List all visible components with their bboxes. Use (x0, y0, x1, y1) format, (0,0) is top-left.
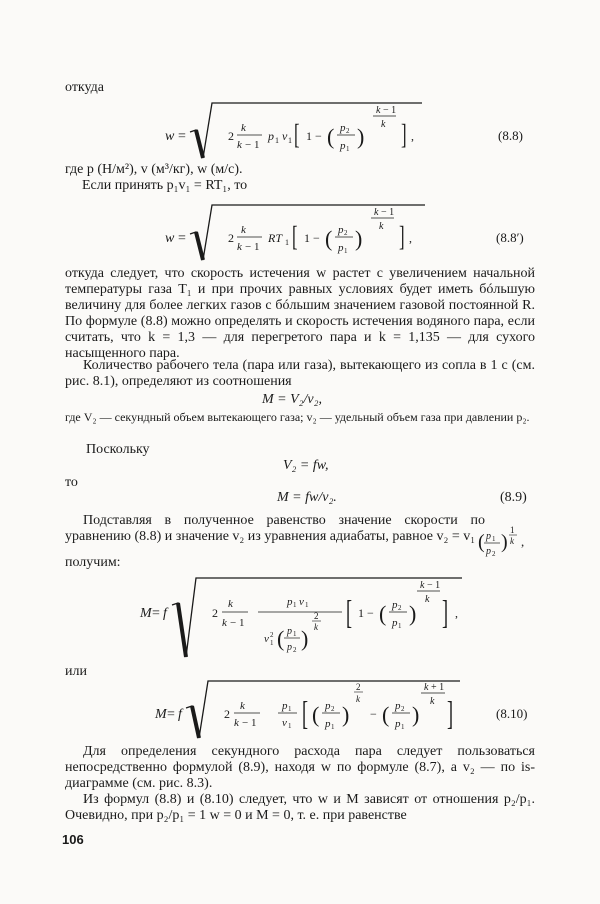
svg-text:k: k (241, 122, 246, 134)
svg-text:(: ( (382, 702, 390, 727)
svg-text:k: k (424, 682, 429, 693)
svg-text:=: = (152, 606, 160, 621)
svg-text:k: k (237, 241, 242, 253)
equation-8-10-svg (0, 678, 600, 742)
svg-text:,: , (455, 606, 458, 620)
svg-text:− 1: − 1 (245, 139, 260, 151)
svg-text:p: p (340, 122, 346, 134)
svg-text:): ) (342, 702, 350, 727)
svg-text:=: = (178, 231, 186, 246)
svg-text:k: k (374, 207, 379, 218)
svg-text:M: M (155, 707, 167, 722)
svg-text:p: p (392, 617, 398, 629)
svg-text:v: v (264, 633, 269, 645)
svg-text:]: ] (401, 119, 407, 151)
svg-text:+ 1: + 1 (431, 682, 445, 693)
svg-text:): ) (357, 124, 365, 149)
svg-text:p: p (268, 129, 274, 143)
svg-text:k: k (240, 700, 245, 712)
eq-v2-fw: V₂ = fw, (283, 458, 329, 473)
eq-m-fw: M = fw/v₂. (277, 490, 337, 505)
equation-8-8-prime-svg (0, 200, 600, 264)
svg-text:=: = (178, 129, 186, 144)
svg-text:]: ] (447, 694, 454, 732)
svg-text:f: f (163, 606, 167, 621)
tag-8-9: (8.9) (500, 490, 527, 505)
svg-text:2: 2 (344, 229, 348, 237)
svg-text:2: 2 (492, 550, 496, 558)
svg-text:2: 2 (398, 604, 402, 612)
svg-text:v: v (282, 129, 288, 143)
svg-text:2: 2 (331, 705, 335, 713)
svg-text:1: 1 (293, 601, 297, 609)
svg-text:k: k (510, 536, 514, 546)
svg-text:p: p (287, 596, 293, 608)
svg-text:p: p (486, 531, 491, 542)
equation-8-8 (0, 100, 600, 162)
svg-text:1: 1 (275, 136, 279, 145)
svg-text:k: k (381, 119, 386, 130)
svg-text:): ) (301, 626, 309, 651)
svg-text:p: p (287, 626, 292, 637)
svg-text:− 1: − 1 (230, 617, 245, 629)
svg-text:1: 1 (288, 722, 292, 730)
svg-text:1: 1 (344, 247, 348, 255)
text-poluchim: получим: (65, 555, 121, 570)
equation-m-long-svg (0, 575, 600, 665)
text-otkuda-1: откуда (65, 80, 104, 95)
svg-text:2: 2 (228, 129, 234, 143)
svg-text:1 −: 1 − (306, 129, 322, 143)
svg-text:2: 2 (314, 611, 319, 621)
svg-text:1: 1 (331, 723, 335, 731)
svg-text:): ) (412, 702, 420, 727)
svg-text:=: = (167, 707, 175, 722)
svg-text:1: 1 (288, 705, 292, 713)
svg-text:(: ( (379, 601, 387, 626)
svg-text:p: p (287, 642, 292, 653)
svg-text:1 −: 1 − (304, 231, 320, 245)
svg-text:−: − (370, 707, 377, 721)
text-if-accept: Если принять p₁v₁ = RT₁, то (82, 178, 248, 193)
paragraph-2: Количество рабочего тела (пара или газа), вытекающего из сопла в 1 с (см. рис. 8.1), определяют из соотношения (65, 358, 535, 389)
equation-m-long (0, 575, 600, 665)
text-where-units: где p (Н/м²), v (м³/кг), w (м/с). (65, 162, 243, 177)
svg-text:(: ( (325, 226, 333, 251)
svg-text:2: 2 (270, 631, 274, 639)
svg-text:k: k (356, 694, 360, 704)
svg-text:p: p (282, 700, 288, 712)
svg-text:): ) (355, 226, 363, 251)
paragraph-4: Для определения секундного расхода пара следует пользоваться непосредственно формулой (8.9), находя w по формуле (8.7), а v₂ — по is-диаграмме (см. рис. 8.3). (65, 744, 535, 791)
text-ili: или (65, 664, 87, 679)
equation-8-8-prime (0, 200, 600, 264)
svg-text:p: p (392, 599, 398, 611)
svg-text:k: k (430, 696, 435, 707)
svg-text:M: M (140, 606, 152, 621)
svg-text:p: p (395, 718, 401, 730)
text-to: то (65, 475, 78, 490)
svg-text:1: 1 (288, 136, 292, 145)
svg-text:[: [ (346, 593, 353, 631)
svg-text:): ) (409, 601, 417, 626)
svg-text:2: 2 (346, 127, 350, 135)
svg-text:1: 1 (293, 630, 297, 638)
svg-text:]: ] (442, 593, 449, 631)
svg-text:− 1: − 1 (242, 717, 257, 729)
svg-text:k: k (425, 594, 430, 605)
svg-text:(: ( (312, 702, 320, 727)
svg-text:p: p (338, 242, 344, 254)
svg-text:w: w (165, 231, 175, 246)
svg-text:1: 1 (401, 723, 405, 731)
svg-text:f: f (178, 707, 182, 722)
svg-text:[: [ (294, 119, 300, 151)
svg-text:2: 2 (224, 707, 230, 721)
svg-text:k: k (379, 221, 384, 232)
svg-text:(: ( (478, 531, 485, 553)
svg-text:1: 1 (285, 238, 289, 247)
svg-text:(: ( (277, 626, 285, 651)
svg-text:v: v (299, 596, 304, 608)
svg-text:k: k (222, 617, 227, 629)
svg-text:[: [ (302, 694, 309, 732)
svg-text:[: [ (292, 221, 298, 253)
svg-text:p: p (325, 700, 331, 712)
svg-text:2: 2 (356, 682, 361, 692)
page-number: 106 (62, 832, 84, 847)
svg-text:2: 2 (228, 231, 234, 245)
svg-text:− 1: − 1 (381, 207, 395, 218)
tag-8-10: (8.10) (496, 706, 528, 721)
svg-text:− 1: − 1 (383, 105, 397, 116)
svg-text:,: , (521, 534, 525, 549)
svg-text:k: k (234, 717, 239, 729)
svg-text:k: k (237, 139, 242, 151)
svg-text:k: k (241, 224, 246, 236)
svg-text:p: p (340, 140, 346, 152)
tag-8-8-prime: (8.8′) (496, 230, 524, 245)
svg-text:1: 1 (305, 601, 309, 609)
svg-text:p: p (338, 224, 344, 236)
svg-text:1: 1 (398, 622, 402, 630)
inline-ratio (478, 524, 538, 560)
svg-text:2: 2 (212, 606, 218, 620)
tag-8-8: (8.8) (498, 128, 523, 143)
svg-text:1 −: 1 − (358, 606, 374, 620)
svg-text:− 1: − 1 (245, 241, 260, 253)
svg-text:,: , (409, 231, 412, 245)
svg-text:− 1: − 1 (427, 580, 441, 591)
svg-text:1: 1 (510, 525, 515, 535)
equation-8-8-svg (0, 100, 600, 162)
paragraph-3: Подставляя в полученное равенство значение скорости по уравнению (8.8) и значение v₂ из уравнения адиабаты, равное v₂ = v₁ (65, 513, 485, 544)
svg-text:k: k (376, 105, 381, 116)
svg-text:(: ( (327, 124, 335, 149)
svg-text:p: p (486, 546, 491, 557)
note-small: где V₂ — секундный объем вытекающего газа; v₂ — удельный объем газа при давлении p₂. (65, 410, 530, 424)
svg-text:k: k (314, 622, 318, 632)
svg-text:w: w (165, 129, 175, 144)
eq-m-v2: M = V₂/v₂, (262, 392, 322, 407)
svg-text:k: k (228, 598, 233, 610)
svg-text:p: p (395, 700, 401, 712)
paragraph-1: откуда следует, что скорость истечения w растет с увеличением начальной температуры газа T₁ и при прочих равных условиях будет иметь бóльшую величину для более легких газов с бóльшим значением газовой постоянной R. По формуле (8.8) можно определять и скорость истечения водяного пара, если считать, что k = 1,3 — для перегретого пара и k = 1,135 — для сухого насыщенного пара. (65, 266, 535, 361)
equation-8-10 (0, 678, 600, 742)
svg-text:,: , (411, 129, 414, 143)
svg-text:1: 1 (492, 535, 496, 543)
svg-text:RT: RT (268, 231, 283, 245)
svg-text:2: 2 (293, 646, 297, 654)
svg-text:2: 2 (401, 705, 405, 713)
svg-text:p: p (325, 718, 331, 730)
svg-text:v: v (282, 717, 287, 729)
paragraph-5: Из формул (8.8) и (8.10) следует, что w и M зависят от отношения p₂/p₁. Очевидно, при p₂/p₁ = 1 w = 0 и M = 0, т. е. при равенстве (65, 792, 535, 823)
svg-text:1: 1 (270, 639, 274, 647)
text-poskolku: Поскольку (86, 442, 150, 457)
svg-text:k: k (420, 580, 425, 591)
svg-text:]: ] (399, 221, 405, 253)
svg-text:): ) (501, 531, 508, 553)
svg-text:1: 1 (346, 145, 350, 153)
